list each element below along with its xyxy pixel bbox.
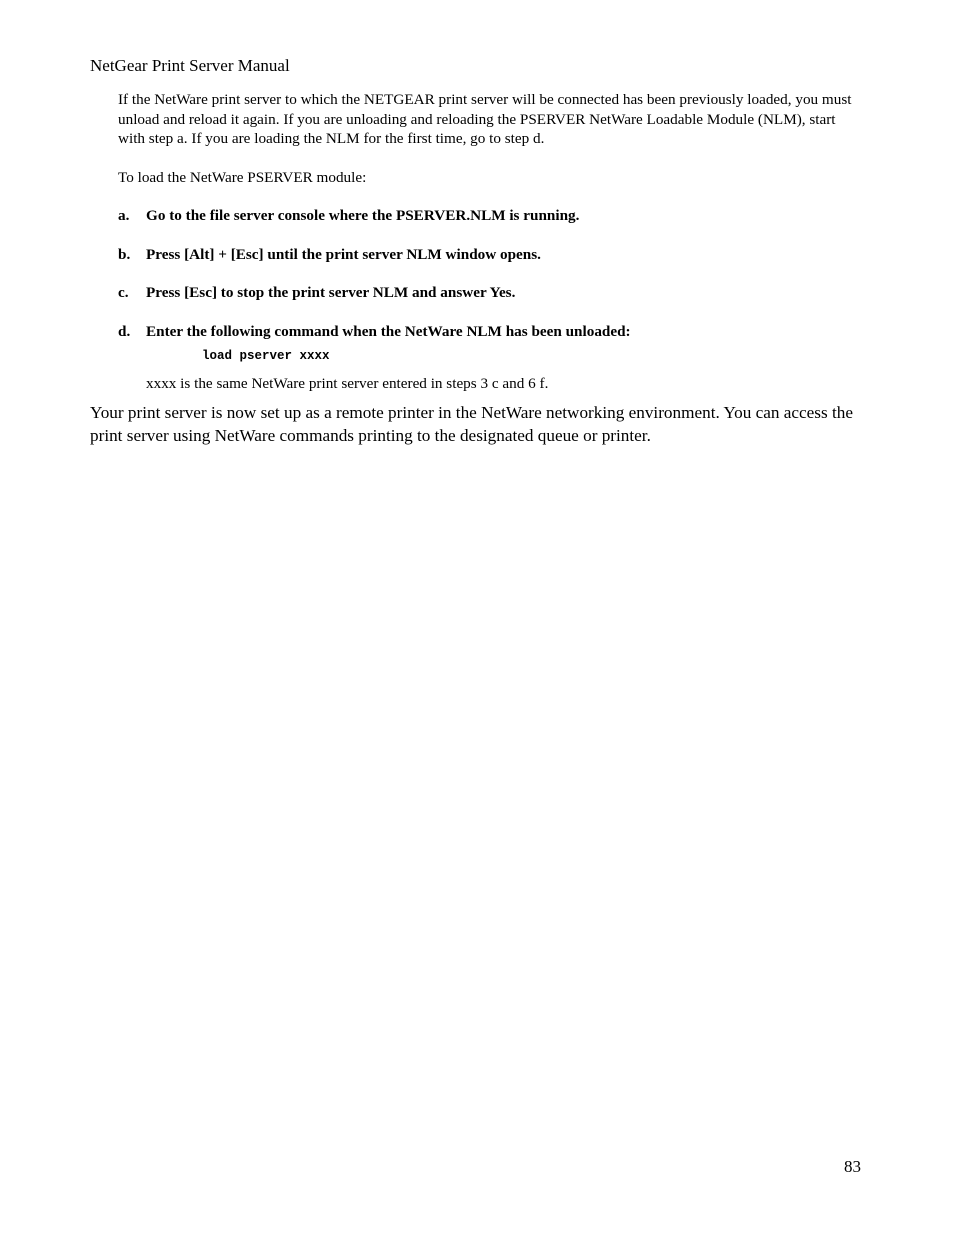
step-text: Enter the following command when the NetWare NLM has been unloaded: [146,323,631,340]
summary-paragraph: Your print server is now set up as a remote printer in the NetWare networking environment. You can access the print server using NetWare commands printing to the designated queue or printer. [90,403,853,445]
step-a [118,206,579,226]
step-letter: b. [118,246,131,263]
step-letter: c. [118,284,129,301]
step-text: Press [Alt] + [Esc] until the print server NLM window opens. [146,246,541,263]
step-letter: a. [118,207,130,224]
step-letter: d. [118,323,131,340]
page-header: NetGear Print Server Manual [90,56,290,75]
step-c [118,283,515,303]
command-note: xxxx is the same NetWare print server entered in steps 3 c and 6 f. [146,375,549,392]
step-text: Go to the file server console where the PSERVER.NLM is running. [146,207,580,224]
intro-paragraph: If the NetWare print server to which the NETGEAR print server will be connected has been previously loaded, you must unload and reload it again. If you are unloading and reloading the PSERVER NetWare Loadable Module (NLM), start with step a. If you are loading the NLM for the first time, go to step d. [118,91,852,147]
step-d [118,322,631,342]
procedure-lead: To load the NetWare PSERVER module: [118,169,367,186]
step-text: Press [Esc] to stop the print server NLM and answer Yes. [146,284,516,301]
step-b [118,245,541,265]
command-code: load pserver xxxx [202,349,330,363]
page-number: 83 [844,1157,861,1176]
